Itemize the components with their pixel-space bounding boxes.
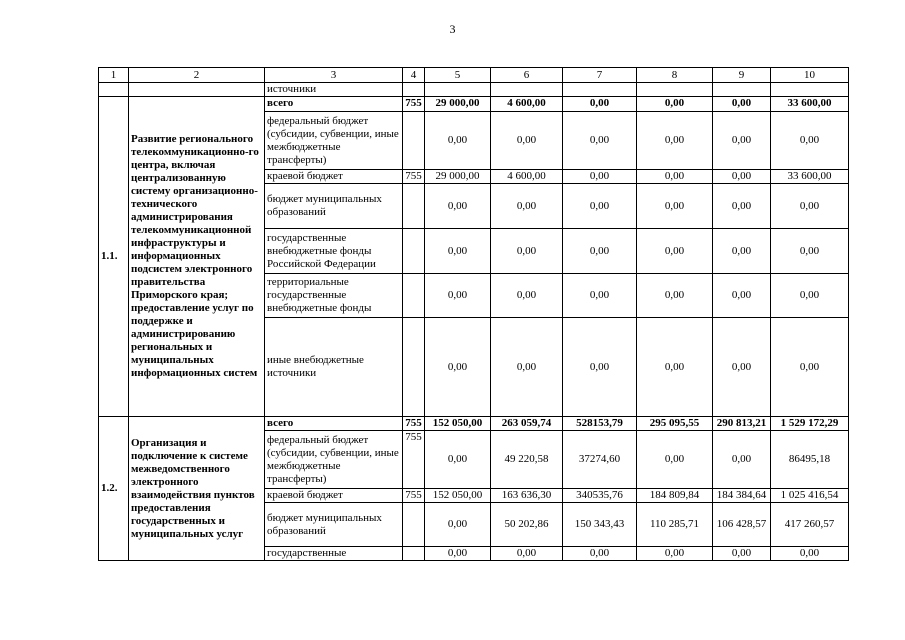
value-cell: 33 600,00: [771, 170, 849, 184]
value-cell: 0,00: [771, 229, 849, 274]
table-row: [99, 97, 849, 112]
source-cell: государственные внебюджетные фонды Российской Федерации: [265, 229, 403, 274]
value-cell: 0,00: [491, 112, 563, 170]
value-cell: 0,00: [425, 274, 491, 318]
value-cell: 0,00: [425, 431, 491, 489]
item-number: 1.2.: [99, 417, 129, 561]
value-cell: 1 025 416,54: [771, 489, 849, 503]
value-cell: 37274,60: [563, 431, 637, 489]
value-cell: 29 000,00: [425, 97, 491, 112]
value-cell: 0,00: [713, 318, 771, 417]
source-cell: всего: [265, 97, 403, 112]
value-cell: 0,00: [637, 318, 713, 417]
value-cell: 0,00: [637, 431, 713, 489]
value-cell: 295 095,55: [637, 417, 713, 431]
code-cell: [403, 184, 425, 229]
column-header: 4: [403, 68, 425, 83]
value-cell: 0,00: [491, 318, 563, 417]
value-cell: 29 000,00: [425, 170, 491, 184]
value-cell: 1 529 172,29: [771, 417, 849, 431]
value-cell: 0,00: [771, 184, 849, 229]
column-header: 2: [129, 68, 265, 83]
value-cell: 340535,76: [563, 489, 637, 503]
source-cell: всего: [265, 417, 403, 431]
value-cell: 0,00: [637, 112, 713, 170]
value-cell: 528153,79: [563, 417, 637, 431]
value-cell: 0,00: [563, 112, 637, 170]
value-cell: 0,00: [637, 274, 713, 318]
column-header: 9: [713, 68, 771, 83]
source-cell: государственные: [265, 547, 403, 561]
value-cell: 0,00: [491, 547, 563, 561]
code-cell: 755: [403, 417, 425, 431]
source-cell: федеральный бюджет (субсидии, субвенции, иные межбюджетные трансферты): [265, 112, 403, 170]
code-cell: 755: [403, 97, 425, 112]
item-number: 1.1.: [99, 97, 129, 417]
value-cell: 152 050,00: [425, 489, 491, 503]
budget-table: [98, 67, 849, 561]
value-cell: 0,00: [425, 229, 491, 274]
code-cell: 755: [403, 170, 425, 184]
item-name: Организация и подключение к системе межведомственного электронного взаимодействия пунктов предоставления государственных и муниципальных услуг: [129, 417, 265, 561]
item-name: Развитие регионального телекоммуникационно-го центра, включая централизованную систему организационно-технического администрирования телекоммуникационной инфраструктуры и информационных подсистем электронного правительства Приморского края; предоставление услуг по поддержке и администрированию региональных и муниципальных информационных систем: [129, 97, 265, 417]
value-cell: 4 600,00: [491, 97, 563, 112]
table-row: [99, 417, 849, 431]
value-cell: 0,00: [563, 97, 637, 112]
value-cell: 0,00: [637, 184, 713, 229]
value-cell: 150 343,43: [563, 503, 637, 547]
source-cell: краевой бюджет: [265, 489, 403, 503]
value-cell: 0,00: [425, 318, 491, 417]
value-cell: 0,00: [563, 170, 637, 184]
value-cell: 0,00: [713, 112, 771, 170]
column-header: 6: [491, 68, 563, 83]
value-cell: 0,00: [563, 274, 637, 318]
page-number: 3: [449, 22, 456, 36]
header-row: [99, 68, 849, 83]
value-cell: 0,00: [491, 229, 563, 274]
value-cell: 0,00: [491, 184, 563, 229]
source-cell: территориальные государственные внебюджетные фонды: [265, 274, 403, 318]
column-header: 7: [563, 68, 637, 83]
value-cell: 0,00: [425, 547, 491, 561]
value-cell: 106 428,57: [713, 503, 771, 547]
value-cell: 0,00: [563, 229, 637, 274]
value-cell: 0,00: [637, 229, 713, 274]
value-cell: 0,00: [713, 547, 771, 561]
value-cell: 49 220,58: [491, 431, 563, 489]
value-cell: 0,00: [771, 318, 849, 417]
column-header: 10: [771, 68, 849, 83]
value-cell: 86495,18: [771, 431, 849, 489]
value-cell: 0,00: [713, 229, 771, 274]
carry-over-row: [99, 83, 849, 97]
value-cell: 0,00: [563, 547, 637, 561]
value-cell: 417 260,57: [771, 503, 849, 547]
value-cell: 263 059,74: [491, 417, 563, 431]
value-cell: 0,00: [713, 274, 771, 318]
value-cell: 0,00: [425, 112, 491, 170]
code-cell: 755: [403, 489, 425, 503]
value-cell: 0,00: [637, 547, 713, 561]
value-cell: 184 809,84: [637, 489, 713, 503]
source-cell: бюджет муниципальных образований: [265, 184, 403, 229]
value-cell: 163 636,30: [491, 489, 563, 503]
value-cell: 0,00: [563, 318, 637, 417]
value-cell: 0,00: [771, 547, 849, 561]
column-header: 8: [637, 68, 713, 83]
value-cell: 0,00: [771, 274, 849, 318]
value-cell: 0,00: [713, 431, 771, 489]
source-cell: краевой бюджет: [265, 170, 403, 184]
source-cell: бюджет муниципальных образований: [265, 503, 403, 547]
value-cell: 0,00: [563, 184, 637, 229]
column-header: 3: [265, 68, 403, 83]
value-cell: 0,00: [771, 112, 849, 170]
code-cell: [403, 503, 425, 547]
value-cell: 0,00: [713, 184, 771, 229]
value-cell: 0,00: [713, 170, 771, 184]
source-cell: федеральный бюджет (субсидии, субвенции, иные межбюджетные трансферты): [265, 431, 403, 489]
value-cell: 290 813,21: [713, 417, 771, 431]
value-cell: 0,00: [637, 170, 713, 184]
column-header: 5: [425, 68, 491, 83]
source-cell: иные внебюджетные источники: [265, 318, 403, 417]
value-cell: 4 600,00: [491, 170, 563, 184]
value-cell: 0,00: [425, 184, 491, 229]
code-cell: [403, 112, 425, 170]
value-cell: 0,00: [491, 274, 563, 318]
value-cell: 50 202,86: [491, 503, 563, 547]
code-cell: [403, 547, 425, 561]
value-cell: 0,00: [713, 97, 771, 112]
source-cell: источники: [265, 83, 403, 97]
column-header: 1: [99, 68, 129, 83]
code-cell: [403, 229, 425, 274]
value-cell: 184 384,64: [713, 489, 771, 503]
value-cell: 0,00: [637, 97, 713, 112]
value-cell: 110 285,71: [637, 503, 713, 547]
code-cell: [403, 274, 425, 318]
code-cell: [403, 318, 425, 417]
code-cell: 755: [403, 431, 425, 489]
value-cell: 0,00: [425, 503, 491, 547]
value-cell: 152 050,00: [425, 417, 491, 431]
value-cell: 33 600,00: [771, 97, 849, 112]
